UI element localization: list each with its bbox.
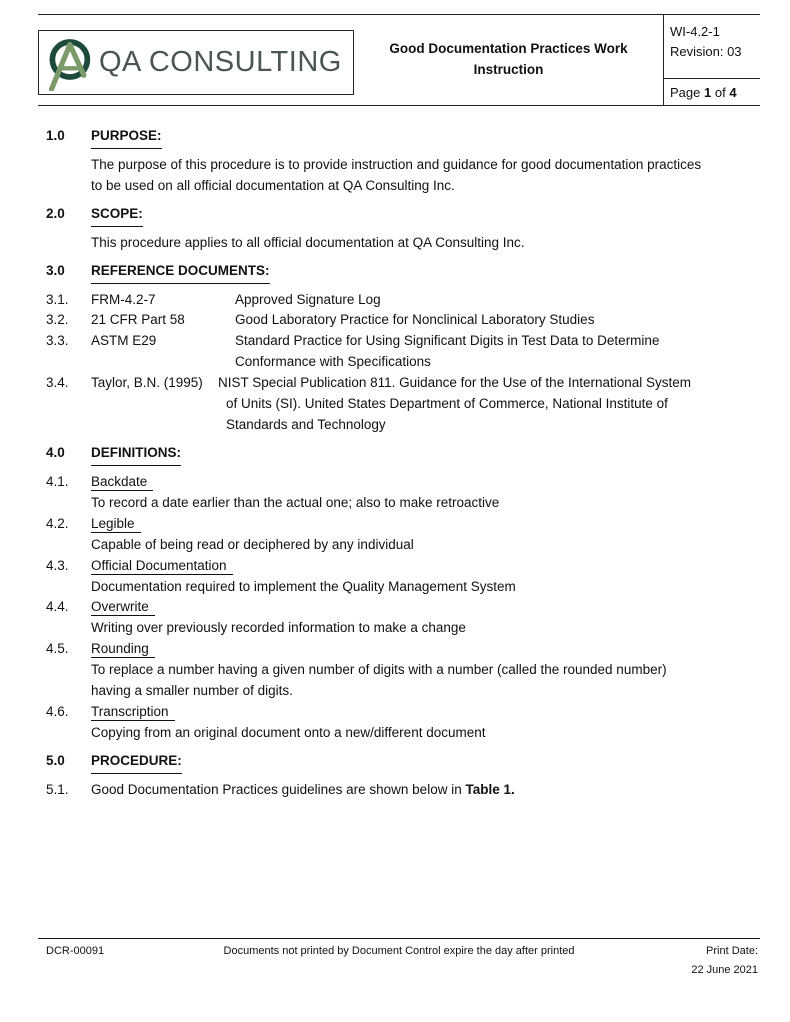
qa-logo-icon — [41, 35, 97, 91]
definition-term-cell — [91, 597, 155, 618]
section-label: PROCEDURE: — [91, 751, 182, 774]
definition-term: Overwrite — [91, 599, 155, 616]
section-heading-purpose — [46, 126, 760, 149]
section-heading-references — [46, 261, 760, 284]
document-header — [38, 14, 760, 106]
print-date-value: 22 June 2021 — [691, 963, 758, 976]
print-date-label: Print Date: — [706, 945, 758, 957]
procedure-text-bold: Table 1. — [465, 781, 515, 797]
page-number: 1 — [704, 85, 712, 100]
purpose-paragraph: The purpose of this procedure is to provide instruction and guidance for good documentation practices to be used on all official documentation at QA Consulting Inc. — [91, 156, 702, 193]
indent-spacer — [46, 535, 91, 556]
clause-number: 4.2. — [46, 515, 69, 531]
clause-number: 4.6. — [46, 704, 69, 720]
logo-cell — [38, 15, 354, 105]
footer-doc-id: DCR-00091 — [46, 945, 105, 957]
definition-term-row — [46, 472, 760, 493]
definition-term-row — [46, 514, 760, 535]
section-heading-definitions — [46, 443, 760, 466]
definition-text: Documentation required to implement the Quality Management System — [91, 578, 516, 594]
page-indicator — [664, 79, 760, 105]
reference-row — [46, 310, 760, 331]
procedure-row — [46, 780, 760, 801]
definition-text-row — [46, 618, 760, 639]
definition-text: Copying from an original document onto a new/different document — [91, 724, 486, 740]
section-label: PURPOSE: — [91, 126, 162, 149]
section-label: SCOPE: — [91, 204, 143, 227]
indent-spacer — [46, 577, 91, 598]
print-date — [691, 942, 758, 979]
reference-description: Standard Practice for Using Significant Digits in Test Data to Determine Conformance with Specifications — [235, 333, 660, 370]
definition-term: Legible — [91, 516, 141, 533]
page-total: 4 — [729, 85, 737, 100]
definition-text: To record a date earlier than the actual one; also to make retroactive — [91, 494, 500, 510]
clause-number: 4.4. — [46, 599, 69, 615]
definition-term-row — [46, 702, 760, 723]
definition-term: Transcription — [91, 704, 175, 721]
clause-number: 4.1. — [46, 473, 69, 489]
document-meta-top — [664, 15, 760, 79]
scope-paragraph: This procedure applies to all official documentation at QA Consulting Inc. — [91, 234, 525, 250]
indent-spacer — [46, 723, 91, 744]
definition-text-row — [46, 535, 760, 556]
document-title: Good Documentation Practices Work Instruction — [389, 41, 628, 77]
section-label: DEFINITIONS: — [91, 443, 181, 466]
definition-term-cell — [91, 639, 155, 660]
indent-spacer — [46, 493, 91, 514]
definition-term-cell — [91, 556, 233, 577]
reference-description: Approved Signature Log — [235, 291, 381, 307]
definition-term-cell — [91, 472, 153, 493]
clause-number: 3.2. — [46, 312, 69, 328]
clause-number: 4.3. — [46, 557, 69, 573]
definition-term-cell — [91, 702, 175, 723]
definition-text: Writing over previously recorded information to make a change — [91, 620, 466, 636]
section-heading-scope — [46, 204, 760, 227]
definition-term-row — [46, 597, 760, 618]
section-number: 2.0 — [46, 205, 65, 221]
page-of-word: of — [714, 85, 726, 100]
reference-name: FRM-4.2-7 — [91, 291, 156, 307]
reference-row — [46, 331, 760, 373]
document-footer — [38, 938, 760, 979]
document-meta — [663, 15, 760, 105]
clause-number: 5.1. — [46, 781, 69, 797]
doc-revision: Revision: 03 — [670, 44, 742, 60]
clause-number: 3.3. — [46, 333, 69, 349]
reference-description: NIST Special Publication 811. Guidance for the Use of the International System of Units (SI). United States Department of Commerce, National Institute of Standards and Technology — [218, 375, 692, 433]
indent-spacer — [46, 660, 91, 702]
clause-number: 3.1. — [46, 291, 69, 307]
definition-term: Backdate — [91, 474, 153, 491]
definition-term-row — [46, 556, 760, 577]
footer-notice: Documents not printed by Document Control expire the day after printed — [223, 945, 575, 957]
clause-number: 3.4. — [46, 375, 69, 391]
definition-text: To replace a number having a given number of digits with a number (called the rounded number) having a smaller number of digits. — [91, 662, 667, 699]
procedure-text — [91, 780, 515, 801]
reference-row — [46, 373, 760, 436]
section-number: 4.0 — [46, 444, 65, 460]
definition-text-row — [46, 577, 760, 598]
definition-term-row — [46, 639, 760, 660]
section-number: 1.0 — [46, 128, 65, 143]
page-word: Page — [670, 85, 701, 100]
doc-number: WI-4.2-1 — [670, 24, 720, 39]
logo-text: QA CONSULTING — [99, 46, 342, 78]
definition-term: Official Documentation — [91, 558, 233, 575]
definition-text-row — [46, 723, 760, 744]
reference-name: 21 CFR Part 58 — [91, 312, 185, 328]
indent-spacer — [46, 618, 91, 639]
definition-term-cell — [91, 514, 141, 535]
section-heading-procedure — [46, 751, 760, 774]
section-number: 3.0 — [46, 262, 65, 278]
section-label: REFERENCE DOCUMENTS: — [91, 261, 270, 284]
definition-text-row — [46, 660, 760, 702]
document-title-cell — [354, 15, 663, 105]
definition-term: Rounding — [91, 641, 155, 658]
document-body — [38, 106, 760, 801]
definition-text-row — [46, 493, 760, 514]
qa-consulting-logo — [38, 30, 354, 95]
clause-number: 4.5. — [46, 641, 69, 657]
reference-row — [46, 290, 760, 311]
reference-name: Taylor, B.N. (1995) — [91, 375, 203, 391]
definition-text: Capable of being read or deciphered by any individual — [91, 536, 414, 552]
procedure-text-plain: Good Documentation Practices guidelines are shown below in — [91, 781, 466, 797]
reference-name: ASTM E29 — [91, 333, 157, 349]
footer-row — [38, 939, 760, 979]
section-number: 5.0 — [46, 752, 65, 768]
reference-description: Good Laboratory Practice for Nonclinical Laboratory Studies — [235, 312, 595, 328]
